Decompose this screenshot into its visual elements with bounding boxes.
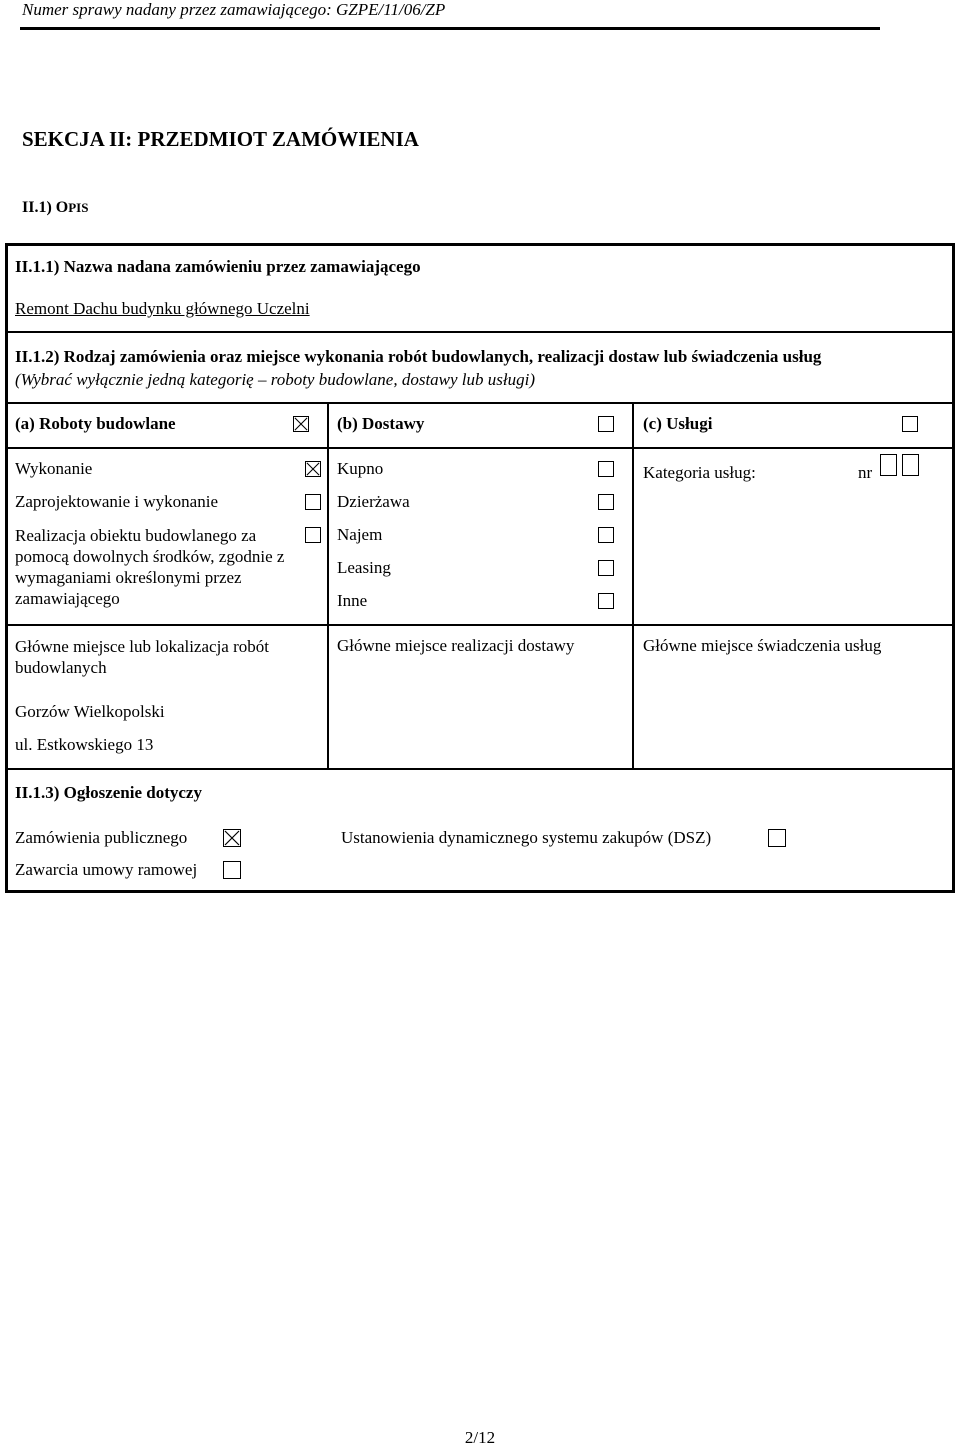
option-realizacja-checkbox[interactable]	[305, 527, 321, 543]
category-b-checkbox[interactable]	[598, 416, 614, 432]
service-category-digit-1[interactable]	[880, 454, 897, 476]
option-kupno-checkbox[interactable]	[598, 461, 614, 477]
divider-s111	[6, 331, 954, 333]
divider-s112-note	[6, 402, 954, 404]
notice-public-procurement-checkbox[interactable]	[223, 829, 241, 847]
divider-categories	[6, 447, 954, 449]
notice-dps-checkbox[interactable]	[768, 829, 786, 847]
category-c-label: (c) Usługi	[643, 414, 713, 433]
s111-value: Remont Dachu budynku głównego Uczelni	[15, 299, 310, 318]
notice-framework-agreement-checkbox[interactable]	[223, 861, 241, 879]
place-label-supplies: Główne miejsce realizacji dostawy	[337, 636, 575, 655]
divider-options	[6, 624, 954, 626]
option-zaprojektowanie-checkbox[interactable]	[305, 494, 321, 510]
option-najem: Najem	[337, 525, 383, 544]
category-b-label: (b) Dostawy	[337, 414, 425, 433]
section-title: SEKCJA II: PRZEDMIOT ZAMÓWIENIA	[22, 127, 419, 151]
option-leasing-checkbox[interactable]	[598, 560, 614, 576]
option-kupno: Kupno	[337, 459, 384, 478]
category-a-label: (a) Roboty budowlane	[15, 414, 176, 433]
place-label-services: Główne miejsce świadczenia usług	[643, 636, 882, 655]
subsection-title-opis: II.1) OPIS	[22, 199, 89, 216]
option-inne: Inne	[337, 591, 368, 610]
page-number: 2/12	[464, 1428, 496, 1447]
notice-dps: Ustanowienia dynamicznego systemu zakupów (DSZ)	[341, 828, 712, 847]
case-number-header: Numer sprawy nadany przez zamawiającego: GZPE/11/06/ZP	[22, 0, 446, 19]
column-divider-ab	[327, 403, 329, 769]
place-label-works: Główne miejsce lub lokalizacja robót budowlanych	[15, 637, 269, 677]
option-wykonanie-checkbox[interactable]	[305, 461, 321, 477]
option-dzierzawa-checkbox[interactable]	[598, 494, 614, 510]
column-divider-bc	[632, 403, 634, 769]
header-divider	[20, 27, 880, 30]
category-c-checkbox[interactable]	[902, 416, 918, 432]
s111-heading: II.1.1) Nazwa nadana zamówieniu przez zamawiającego	[15, 257, 421, 276]
place-value-street: ul. Estkowskiego 13	[15, 735, 154, 754]
service-category-label: Kategoria usług:	[643, 463, 756, 482]
divider-s112	[6, 768, 954, 770]
category-a-checkbox[interactable]	[293, 416, 309, 432]
service-category-digit-2[interactable]	[902, 454, 919, 476]
option-inne-checkbox[interactable]	[598, 593, 614, 609]
s112-heading: II.1.2) Rodzaj zamówienia oraz miejsce wykonania robót budowlanych, realizacji dostaw lub świadczenia usług	[15, 347, 822, 366]
option-leasing: Leasing	[337, 558, 391, 577]
notice-public-procurement: Zamówienia publicznego	[15, 828, 188, 847]
notice-framework-agreement: Zawarcia umowy ramowej	[15, 860, 198, 879]
option-najem-checkbox[interactable]	[598, 527, 614, 543]
option-dzierzawa: Dzierżawa	[337, 492, 410, 511]
s113-heading: II.1.3) Ogłoszenie dotyczy	[15, 783, 202, 802]
option-realizacja: Realizacja obiektu budowlanego za pomocą dowolnych środków, zgodnie z wymaganiami określonymi przez zamawiającego	[15, 526, 285, 608]
service-category-nr-label: nr	[858, 463, 873, 482]
option-zaprojektowanie: Zaprojektowanie i wykonanie	[15, 492, 218, 511]
s112-note: (Wybrać wyłącznie jedną kategorię – roboty budowlane, dostawy lub usługi)	[15, 370, 536, 389]
option-wykonanie: Wykonanie	[15, 459, 93, 478]
place-value-city: Gorzów Wielkopolski	[15, 702, 165, 721]
